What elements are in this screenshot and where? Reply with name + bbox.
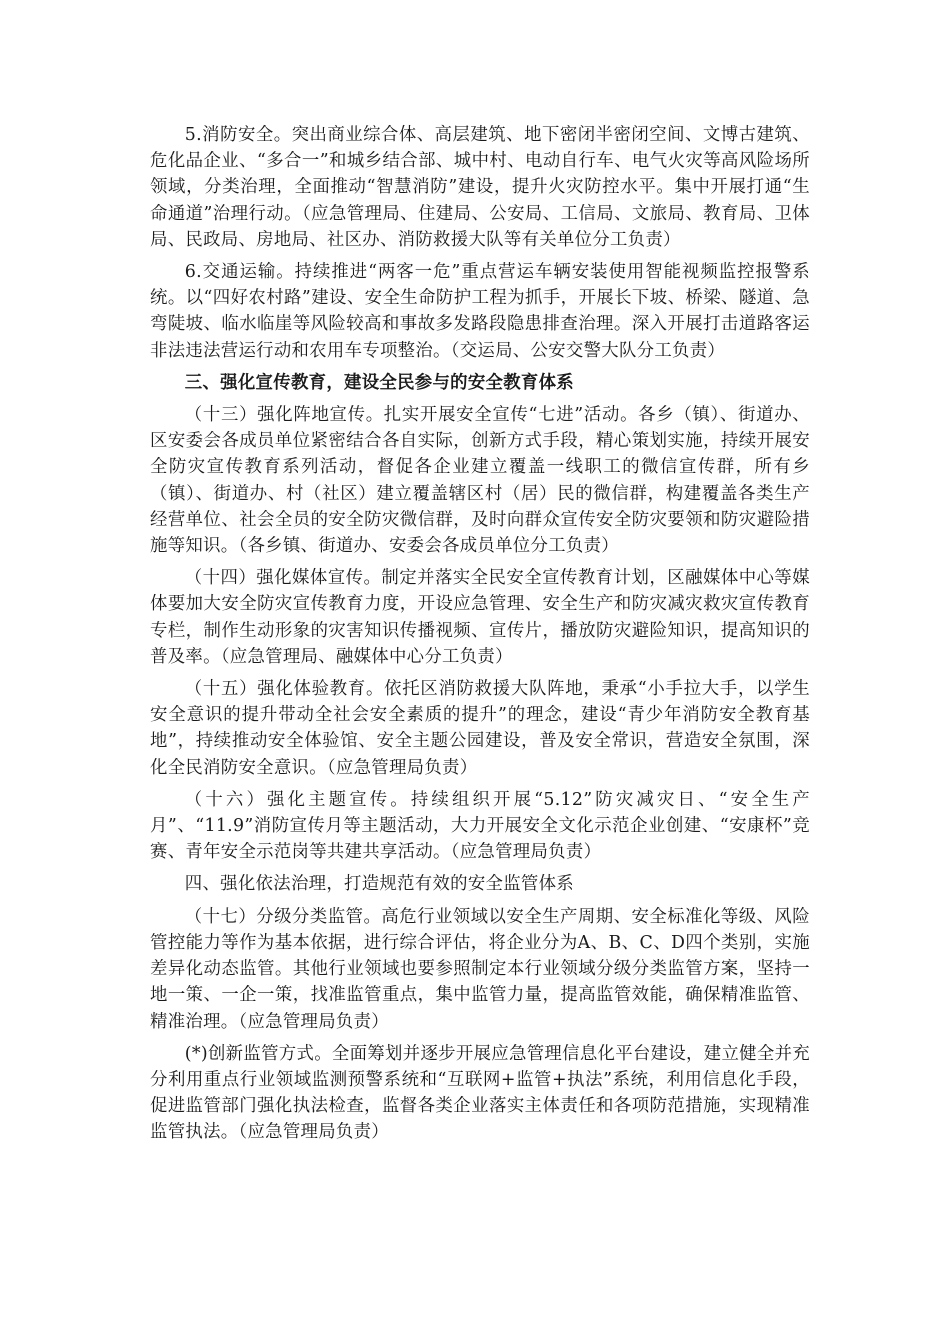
- paragraph-transportation: 6.交通运输。持续推进“两客一危”重点营运车辆安装使用智能视频监控报警系统。以“四好农村路”建设、安全生命防护工程为抓手，开展长下坡、桥梁、隧道、急弯陡坡、临水临崖等风险较高和事故多发路段隐患排查治理。深入开展打击道路客运非法违法营运行动和农用车专项整治。（交运局、公安交警大队分工负责）: [150, 262, 810, 361]
- section-heading-3: 三、强化宣传教育，建设全民参与的安全教育体系: [184, 372, 574, 393]
- paragraph-fire-safety: 5.消防安全。突出商业综合体、高层建筑、地下密闭半密闭空间、文博古建筑、危化品企业、“多合一”和城乡结合部、城中村、电动自行车、电气火灾等高风险场所领域，分类治理，全面推动“智慧消防”建设，提升火灾防控水平。集中开展打通“生命通道”治理行动。（应急管理局、住建局、公安局、工信局、文旅局、教育局、卫体局、民政局、房地局、社区办、消防救援大队等有关单位分工负责）: [150, 125, 810, 250]
- paragraph-13: （十三）强化阵地宣传。扎实开展安全宣传“七进”活动。各乡（镇）、街道办、区安委会各成员单位紧密结合各自实际，创新方式手段，精心策划实施，持续开展安全防灾宣传教育系列活动，督促各企业建立覆盖一线职工的微信宣传群，所有乡（镇）、街道办、村（社区）建立覆盖辖区村（居）民的微信群，构建覆盖各类生产经营单位、社会全员的安全防灾微信群，及时向群众宣传安全防灾要领和防灾避险措施等知识。（各乡镇、街道办、安委会各成员单位分工负责）: [150, 405, 810, 557]
- document-body: [150, 122, 810, 1152]
- paragraph-18: (*)创新监管方式。全面筹划并逐步开展应急管理信息化平台建设，建立健全并充分利用重点行业领域监测预警系统和“互联网+监管+执法”系统，利用信息化手段，促进监管部门强化执法检查，监督各类企业落实主体责任和各项防范措施，实现精准监管执法。（应急管理局负责）: [150, 1043, 810, 1143]
- paragraph-14: （十四）强化媒体宣传。制定并落实全民安全宣传教育计划，区融媒体中心等媒体要加大安全防灾宣传教育力度，开设应急管理、安全生产和防灾减灾救灾宣传教育专栏，制作生动形象的灾害知识传播视频、宣传片，播放防灾避险知识，提高知识的普及率。（应急管理局、融媒体中心分工负责）: [150, 568, 810, 667]
- paragraph-17: （十七）分级分类监管。高危行业领域以安全生产周期、安全标准化等级、风险管控能力等作为基本依据，进行综合评估，将企业分为A、B、C、D四个类别，实施差异化动态监管。其他行业领域也要参照制定本行业领域分级分类监管方案，坚持一地一策、一企一策，找准监管重点，集中监管力量，提高监管效能，确保精准监管、精准治理。（应急管理局负责）: [150, 906, 810, 1032]
- paragraph-15: （十五）强化体验教育。依托区消防救援大队阵地，秉承“小手拉大手，以学生安全意识的提升带动全社会安全素质的提升”的理念，建设“青少年消防安全教育基地”，持续推动安全体验馆、安全主题公园建设，普及安全常识，营造安全氛围，深化全民消防安全意识。（应急管理局负责）: [150, 679, 810, 778]
- paragraph-16: （十六）强化主题宣传。持续组织开展“5.12”防灾减灾日、“安全生产月”、“11.9”消防宣传月等主题活动，大力开展安全文化示范企业创建、“安康杯”竞赛、青年安全示范岗等共建共享活动。（应急管理局负责）: [150, 789, 810, 863]
- section-heading-4: 四、强化依法治理，打造规范有效的安全监管体系: [184, 874, 574, 895]
